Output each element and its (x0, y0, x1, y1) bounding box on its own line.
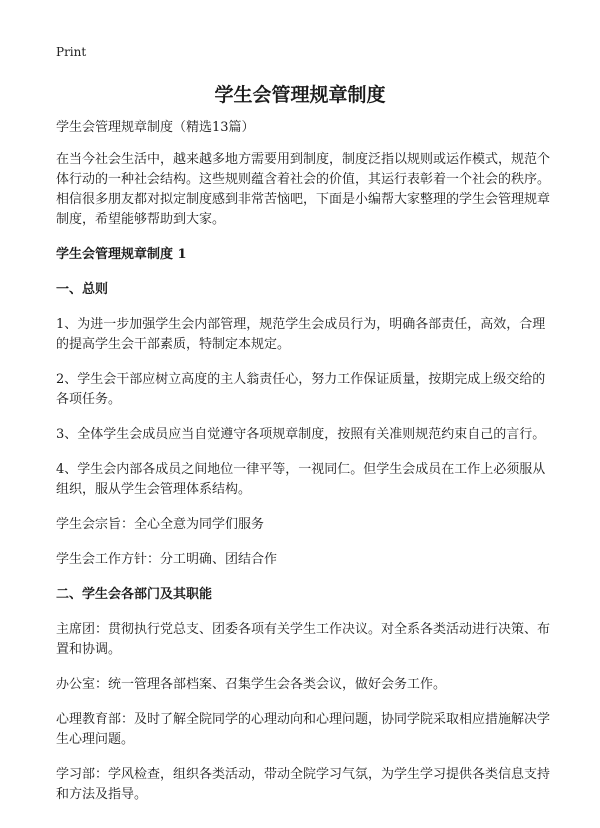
policy-text: 学生会工作方针：分工明确、团结合作 (56, 552, 278, 567)
rule-item: 1、为进一步加强学生会内部管理，规范学生会成员行为，明确各部责任，高效，合理的提高学生会干部素质，特制定本规定。 (56, 317, 546, 352)
document-body (56, 118, 550, 820)
department-item: 心理教育部：及时了解全院同学的心理动向和心理问题，协同学院采取相应措施解决学生心理问题。 (56, 712, 551, 747)
purpose-text: 学生会宗旨：全心全意为同学们服务 (56, 517, 265, 532)
document-subtitle: 学生会管理规章制度（精选13篇） (56, 120, 255, 135)
section-heading: 学生会管理规章制度 1 (56, 247, 187, 262)
part-heading-departments: 二、学生会各部门及其职能 (56, 587, 213, 602)
rule-item: 4、学生会内部各成员之间地位一律平等，一视同仁。但学生会成员在工作上必须服从组织，服从学生会管理体系结构。 (56, 462, 546, 497)
intro-paragraph: 在当今社会生活中，越来越多地方需要用到制度，制度泛指以规则或运作模式，规范个体行动的一种社会结构。这些规则蕴含着社会的价值，其运行表彰着一个社会的秩序。相信很多朋友都对拟定制度感到非常苦恼吧，下面是小编帮大家整理的学生会管理规章制度，希望能够帮助到大家。 (56, 152, 551, 227)
rule-item: 2、学生会干部应树立高度的主人翁责任心，努力工作保证质量，按期完成上级交给的各项任务。 (56, 372, 546, 407)
rule-item: 3、全体学生会成员应当自觉遵守各项规章制度，按照有关准则规范约束自己的言行。 (56, 427, 546, 442)
department-item: 学习部：学风检查，组织各类活动，带动全院学习气氛，为学生学习提供各类信息支持和方法及指导。 (56, 767, 551, 802)
print-label: Print (56, 45, 87, 59)
department-item: 办公室：统一管理各部档案、召集学生会各类会议，做好会务工作。 (56, 677, 447, 692)
department-item: 主席团：贯彻执行党总支、团委各项有关学生工作决议。对全系各类活动进行决策、布置和协调。 (56, 622, 551, 657)
page-title: 学生会管理规章制度 (214, 84, 386, 106)
part-heading-general: 一、总则 (56, 282, 109, 297)
